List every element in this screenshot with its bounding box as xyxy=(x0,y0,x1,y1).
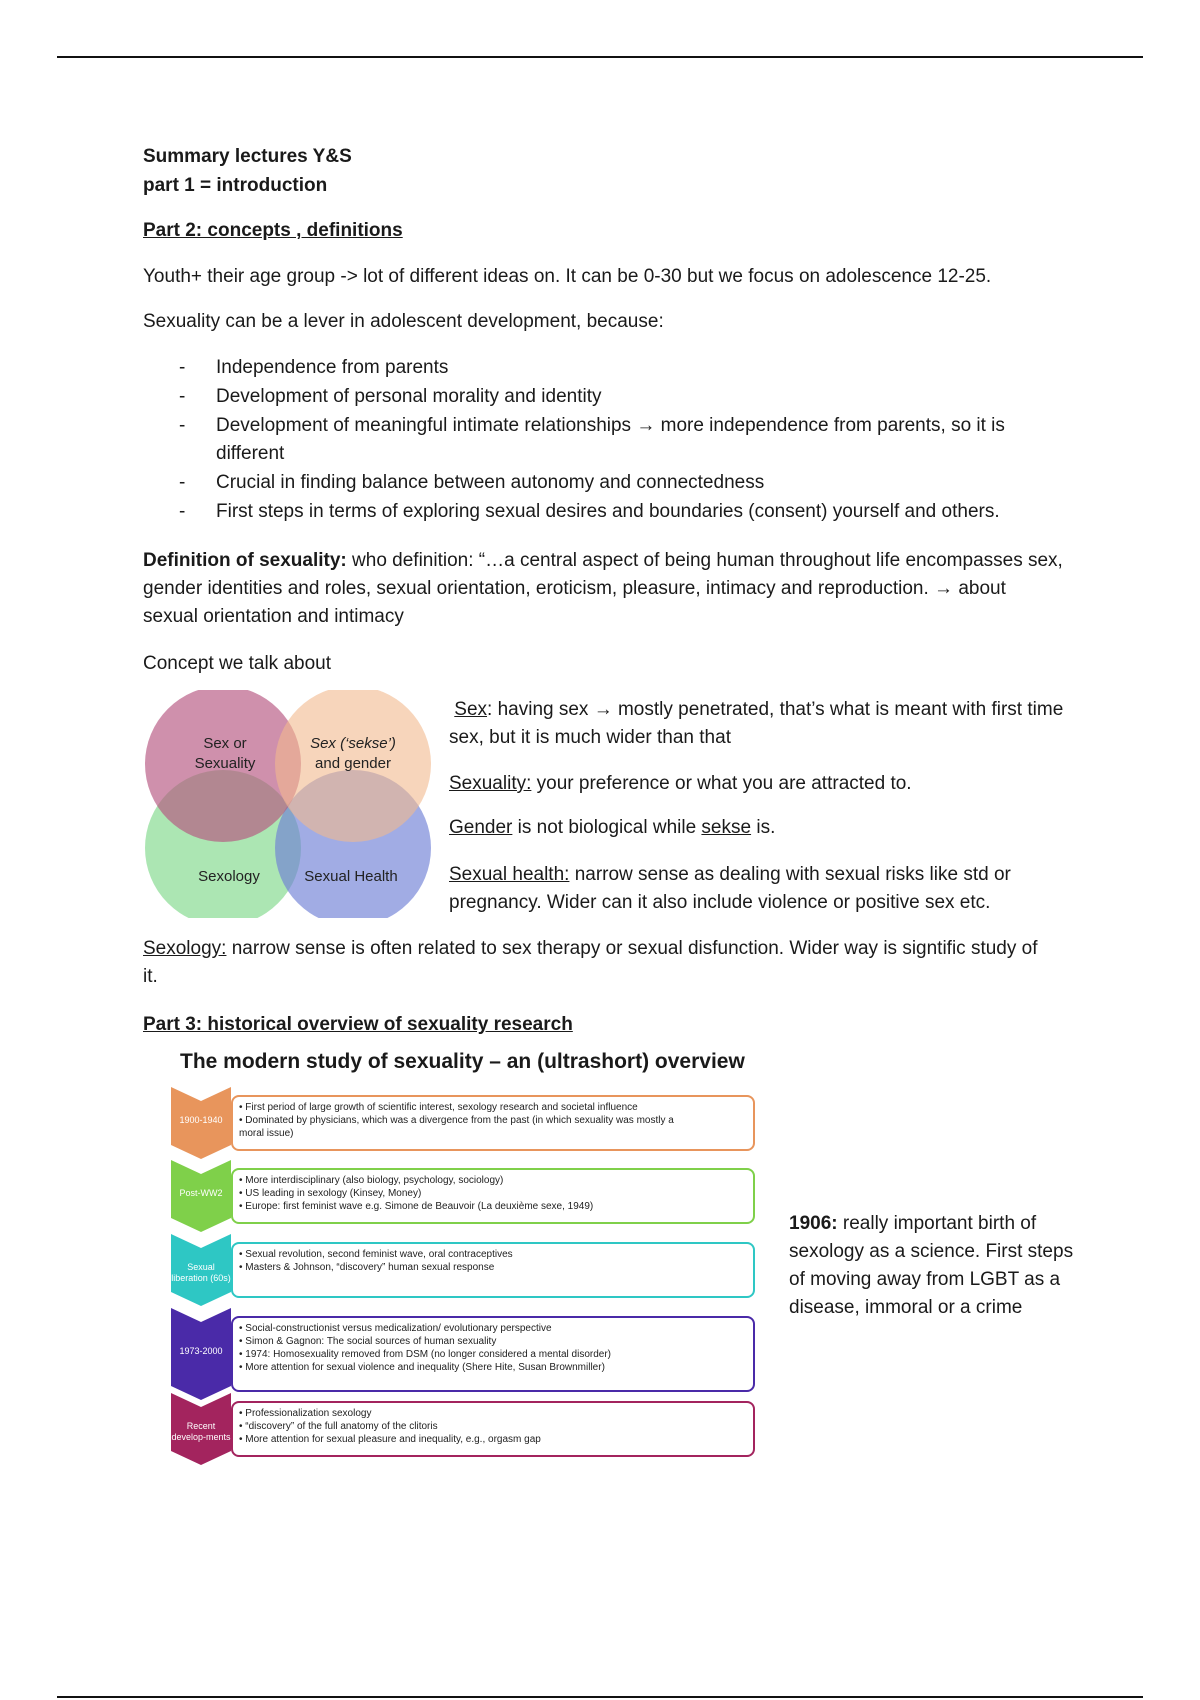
part3-heading: Part 3: historical overview of sexuality research xyxy=(143,1014,573,1035)
timeline-period-box xyxy=(231,1401,755,1457)
timeline-period-label: 1900-1940 xyxy=(179,1115,223,1125)
concept-intro: Concept we talk about xyxy=(143,653,332,674)
sexual-health-definition: Sexual health: narrow sense as dealing with sexual risks like std or pregnancy. Wider can it also include violence or positive sex etc. xyxy=(449,864,1011,913)
timeline-period-label: Post-WW2 xyxy=(179,1188,223,1198)
top-rule xyxy=(57,56,1143,58)
timeline-item: moral issue) xyxy=(239,1128,294,1139)
timeline-item: • Sexual revolution, second feminist wave, oral contraceptives xyxy=(239,1249,513,1260)
timeline-item: • More attention for sexual violence and inequality (Shere Hite, Susan Brownmiller) xyxy=(239,1362,605,1373)
lever-paragraph: Sexuality can be a lever in adolescent development, because: xyxy=(143,311,664,332)
timeline-chevron xyxy=(171,1393,231,1465)
venn-label-a: Sex or xyxy=(203,735,247,752)
venn-label-b2: and gender xyxy=(315,755,391,772)
timeline-chevron xyxy=(171,1234,231,1306)
timeline-period-box xyxy=(231,1095,755,1151)
note-1906: 1906: really important birth of sexology as a science. First steps of moving away from LGBT as a disease, immoral or a crime xyxy=(789,1213,1074,1318)
timeline-period-box xyxy=(231,1242,755,1298)
list-item: - Development of personal morality and identity xyxy=(179,386,602,407)
timeline-item: • More attention for sexual pleasure and inequality, e.g., orgasm gap xyxy=(239,1434,541,1445)
timeline-item: • Professionalization sexology xyxy=(239,1408,372,1419)
timeline-item: • 1974: Homosexuality removed from DSM (no longer considered a mental disorder) xyxy=(239,1349,612,1360)
timeline-period-label: Recent develop-ments xyxy=(171,1421,231,1442)
timeline-item: • Europe: first feminist wave e.g. Simone de Beauvoir (La deuxième sexe, 1949) xyxy=(239,1201,594,1212)
timeline-title: The modern study of sexuality – an (ultrashort) overview xyxy=(180,1050,745,1073)
timeline-item: • Social-constructionist versus medicalization/ evolutionary perspective xyxy=(239,1323,552,1334)
timeline-item: • US leading in sexology (Kinsey, Money) xyxy=(239,1188,422,1199)
timeline-item: • First period of large growth of scientific interest, sexology research and societal influence xyxy=(239,1102,638,1113)
part1-line: part 1 = introduction xyxy=(143,175,328,196)
doc-title: Summary lectures Y&S xyxy=(143,146,352,167)
concept-venn-diagram xyxy=(143,690,435,918)
sex-definition: Sex: having sex → mostly penetrated, that’s what is meant with first time sex, but it is much wider than that xyxy=(449,699,1064,748)
youth-paragraph: Youth+ their age group -> lot of different ideas on. It can be 0-30 but we focus on adolescence 12-25. xyxy=(143,266,992,287)
timeline-period-label: 1973-2000 xyxy=(179,1346,223,1356)
list-item: - Crucial in finding balance between autonomy and connectedness xyxy=(179,472,765,493)
timeline-item: • More interdisciplinary (also biology, psychology, sociology) xyxy=(239,1175,504,1186)
list-item: - Development of meaningful intimate relationships → more independence from parents, so it is different xyxy=(179,415,1005,464)
part2-heading: Part 2: concepts , definitions xyxy=(143,220,403,241)
venn-label-b: Sex (‘sekse’) xyxy=(310,735,396,752)
gender-definition: Gender is not biological while sekse is. xyxy=(449,817,776,838)
timeline-item: • Simon & Gagnon: The social sources of human sexuality xyxy=(239,1336,497,1347)
development-list xyxy=(143,354,1063,527)
timeline-chevron xyxy=(171,1087,231,1159)
bottom-rule xyxy=(57,1696,1143,1698)
list-item: - Independence from parents xyxy=(179,357,449,378)
venn-label-d: Sexual Health xyxy=(304,868,398,885)
timeline-item: • Dominated by physicians, which was a divergence from the past (in which sexuality was mostly a xyxy=(239,1115,674,1126)
timeline-chevron xyxy=(171,1308,231,1400)
timeline-item: • Masters & Johnson, “discovery” human sexual response xyxy=(239,1262,495,1273)
definition-paragraph: Definition of sexuality: who definition: “…a central aspect of being human throughout life encompasses sex, gender identities and roles, sexual orientation, eroticism, pleasure, intimacy and reproduction. → about sexual orientation and intimacy xyxy=(143,550,1063,627)
venn-label-c: Sexology xyxy=(198,868,260,885)
timeline-chevron xyxy=(171,1160,231,1232)
list-item: - First steps in terms of exploring sexual desires and boundaries (consent) yourself and others. xyxy=(179,501,1000,522)
timeline-period-box xyxy=(231,1316,755,1392)
timeline-period-label: Sexual liberation (60s) xyxy=(171,1262,231,1283)
timeline-item: • “discovery” of the full anatomy of the clitoris xyxy=(239,1421,438,1432)
timeline-period-box xyxy=(231,1168,755,1224)
sexology-definition: Sexology: narrow sense is often related to sex therapy or sexual disfunction. Wider way is signtific study of it. xyxy=(143,938,1038,987)
venn-label-a2: Sexuality xyxy=(194,755,256,772)
sexuality-definition: Sexuality: your preference or what you are attracted to. xyxy=(449,773,912,794)
